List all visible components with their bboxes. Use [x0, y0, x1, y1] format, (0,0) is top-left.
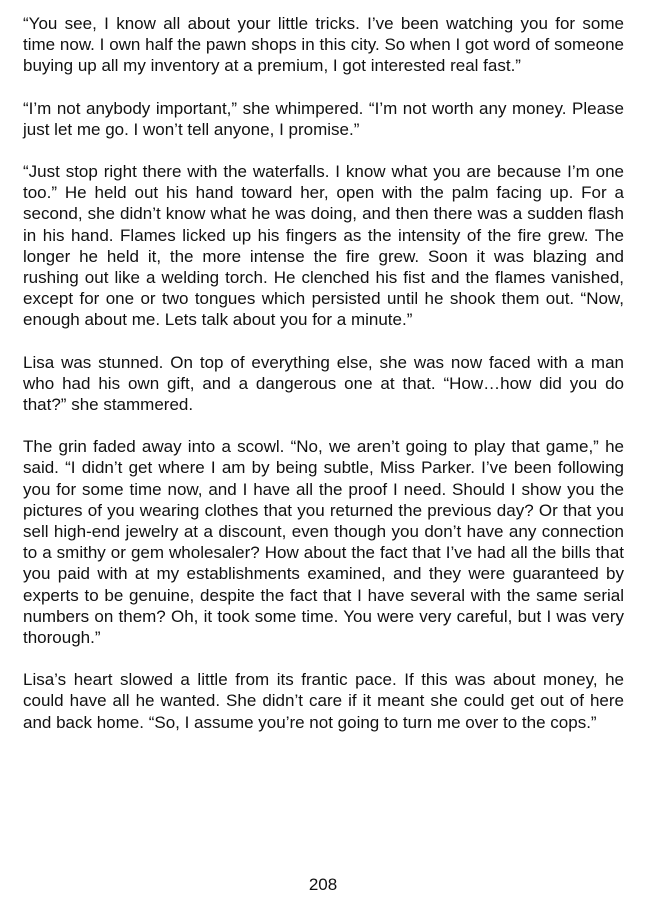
page-body [23, 13, 624, 754]
paragraph-2: “I’m not anybody important,” she whimpered. “I’m not worth any money. Please just let me go. I won’t tell anyone, I promise.” [23, 98, 624, 139]
paragraph-5: The grin faded away into a scowl. “No, we aren’t going to play that game,” he said. “I didn’t get where I am by being subtle, Miss Parker. I’ve been following you for some time now, and I have all the proof I need. Should I show you the pictures of you wearing clothes that you returned the previous day? Or that you sell high-end jewelry at a discount, even though you don’t have any connection to a smithy or gem wholesaler? How about the fact that I’ve had all the bills that you paid with at my establishments examined, and they were guaranteed by experts to be genuine, despite the fact that I have several with the same serial numbers on them? Oh, it took some time. You were very careful, but I was very thorough.” [23, 437, 624, 648]
paragraph-4: Lisa was stunned. On top of everything else, she was now faced with a man who had his own gift, and a dangerous one at that. “How…how did you do that?” she stammered. [23, 352, 624, 415]
paragraph-3: “Just stop right there with the waterfalls. I know what you are because I’m one too.” He held out his hand toward her, open with the palm facing up. For a second, she didn’t know what he was doing, and then there was a sudden flash in his hand. Flames licked up his fingers as the intensity of the fire grew. The longer he held it, the more intense the fire grew. Soon it was blazing and rushing out like a welding torch. He clenched his fist and the flames vanished, except for one or two tongues which persisted until he shook them out. “Now, enough about me. Lets talk about you for a minute.” [23, 162, 624, 330]
paragraph-6: Lisa’s heart slowed a little from its frantic pace. If this was about money, he could have all he wanted. She didn’t care if it meant she could get out of here and back home. “So, I assume you’re not going to turn me over to the cops.” [23, 670, 624, 732]
page-number: 208 [308, 875, 338, 894]
paragraph-1: “You see, I know all about your little tricks. I’ve been watching you for some time now. I own half the pawn shops in this city. So when I got word of someone buying up all my inventory at a premium, I got interested real fast.” [23, 14, 624, 76]
